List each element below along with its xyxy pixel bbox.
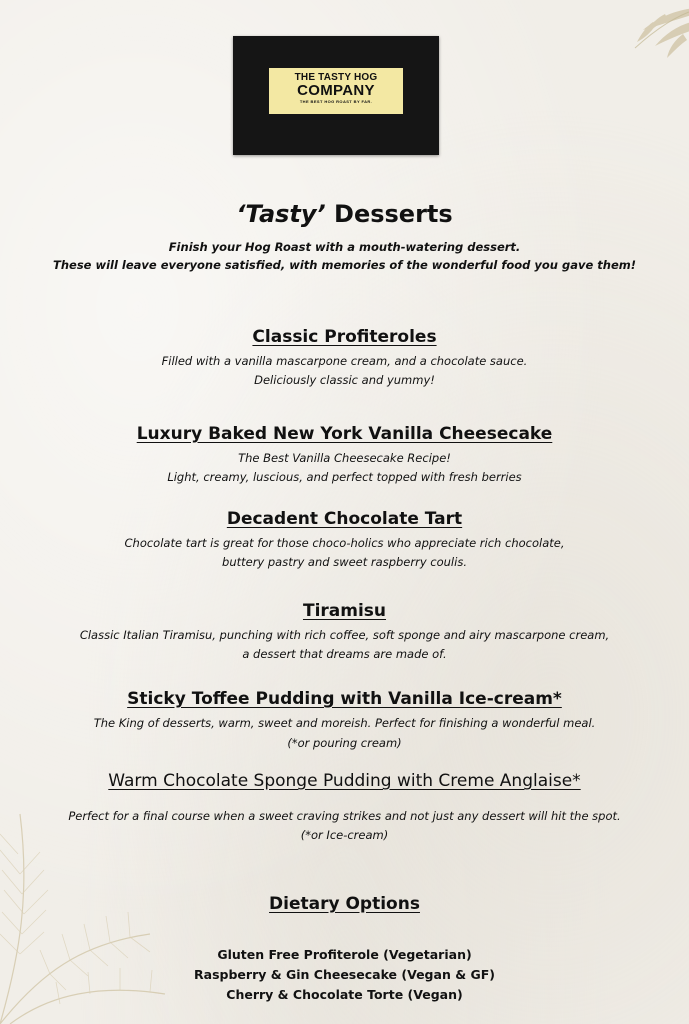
intro-line-1: Finish your Hog Roast with a mouth-watering dessert. xyxy=(168,240,521,254)
foliage-top-right-decoration xyxy=(595,0,689,70)
dessert-heading: Decadent Chocolate Tart xyxy=(226,509,463,529)
dessert-description: The King of desserts, warm, sweet and moreish. Perfect for finishing a wonderful meal. xyxy=(93,716,596,730)
dessert-heading: Luxury Baked New York Vanilla Cheesecake xyxy=(136,424,553,444)
dietary-option-item: Cherry & Chocolate Torte (Vegan) xyxy=(226,987,463,1002)
dessert-description: (*or Ice-cream) xyxy=(300,828,389,842)
dessert-heading: Sticky Toffee Pudding with Vanilla Ice-cream* xyxy=(127,689,562,709)
dessert-description: Deliciously classic and yummy! xyxy=(254,373,435,387)
dessert-description: The Best Vanilla Cheesecake Recipe! xyxy=(238,451,451,465)
dessert-heading: Warm Chocolate Sponge Pudding with Creme Anglaise* xyxy=(108,771,581,791)
dessert-description: a dessert that dreams are made of. xyxy=(242,647,447,661)
page-title xyxy=(0,200,689,228)
page-title-rest: Desserts xyxy=(325,200,453,228)
dessert-heading: Classic Profiteroles xyxy=(252,327,437,347)
dessert-heading: Tiramisu xyxy=(302,601,387,621)
dessert-description: Light, creamy, luscious, and perfect topped with fresh berries xyxy=(167,470,522,484)
dietary-option-item: Raspberry & Gin Cheesecake (Vegan & GF) xyxy=(194,967,495,982)
dessert-description: (*or pouring cream) xyxy=(287,736,402,750)
logo-line-2: COMPANY xyxy=(297,82,375,99)
logo-plate xyxy=(269,68,403,114)
dessert-description: Perfect for a final course when a sweet craving strikes and not just any dessert will hit the spot. xyxy=(68,809,621,823)
logo-line-1: THE TASTY HOG xyxy=(294,72,378,83)
logo-tagline: THE BEST HOG ROAST BY FAR. xyxy=(299,99,373,104)
dietary-option-item: Gluten Free Profiterole (Vegetarian) xyxy=(217,947,472,962)
intro-line-2: These will leave everyone satisfied, with memories of the wonderful food you gave them! xyxy=(53,258,636,272)
page-title-prefix: ‘Tasty’ xyxy=(236,200,326,228)
dessert-description: buttery pastry and sweet raspberry coulis. xyxy=(222,555,467,569)
dessert-description: Filled with a vanilla mascarpone cream, and a chocolate sauce. xyxy=(161,354,528,368)
dietary-options-heading: Dietary Options xyxy=(269,894,420,914)
dessert-description: Classic Italian Tiramisu, punching with rich coffee, soft sponge and airy mascarpone cream, xyxy=(79,628,610,642)
dessert-description: Chocolate tart is great for those choco-holics who appreciate rich chocolate, xyxy=(124,536,565,550)
company-logo xyxy=(233,36,439,155)
